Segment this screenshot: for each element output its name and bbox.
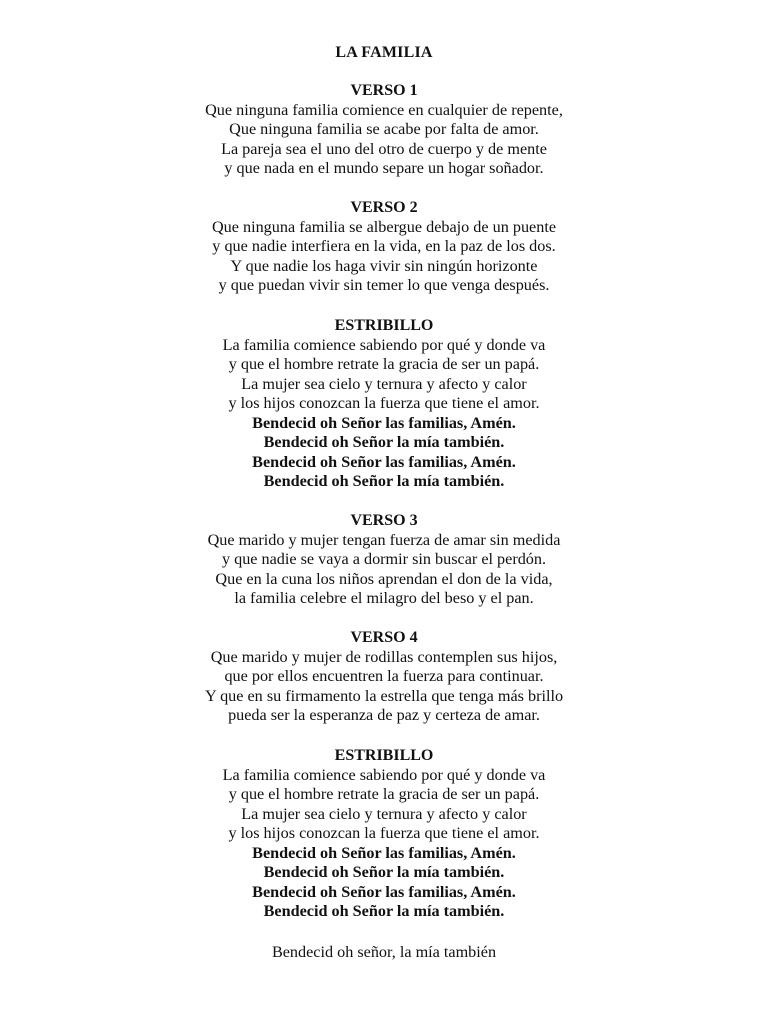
lyric-line: Que ninguna familia comience en cualquier de repente, bbox=[205, 100, 563, 119]
chorus-1 bbox=[0, 316, 768, 492]
lyric-line: Y que en su firmamento la estrella que tenga más brillo bbox=[204, 686, 564, 705]
lyric-line: y que puedan vivir sin temer lo que venga después. bbox=[218, 276, 550, 294]
chorus-2 bbox=[0, 746, 768, 922]
blessing-line: Bendecid oh Señor las familias, Amén. bbox=[252, 882, 516, 901]
chorus-2-heading: ESTRIBILLO bbox=[334, 747, 434, 764]
lyric-line: La mujer sea cielo y ternura y afecto y calor bbox=[241, 804, 527, 823]
blessing-line: Bendecid oh Señor las familias, Amén. bbox=[252, 413, 516, 432]
lyric-line: y los hijos conozcan la fuerza que tiene el amor. bbox=[228, 824, 540, 842]
blessing-line: Bendecid oh Señor la mía también. bbox=[263, 472, 505, 490]
blessing-line: Bendecid oh Señor las familias, Amén. bbox=[252, 843, 516, 862]
lyric-line: y que nadie interfiera en la vida, en la paz de los dos. bbox=[212, 237, 556, 255]
lyric-line: La mujer sea cielo y ternura y afecto y calor bbox=[241, 374, 527, 393]
lyric-line: y que el hombre retrate la gracia de ser un papá. bbox=[228, 355, 540, 373]
lyric-line: Y que nadie los haga vivir sin ningún horizonte bbox=[230, 256, 538, 275]
lyric-line: Que en la cuna los niños aprendan el don de la vida, bbox=[215, 569, 553, 588]
lyric-line: Que ninguna familia se acabe por falta de amor. bbox=[229, 120, 539, 138]
verse-2-heading: VERSO 2 bbox=[350, 199, 418, 216]
lyric-line: Que ninguna familia se albergue debajo de un puente bbox=[211, 217, 557, 236]
page-title: LA FAMILIA bbox=[335, 44, 433, 61]
verse-4 bbox=[0, 628, 768, 726]
blessing-line: Bendecid oh Señor la mía también. bbox=[263, 902, 505, 920]
verse-1-heading: VERSO 1 bbox=[350, 82, 418, 99]
blessing-line: Bendecid oh Señor la mía también. bbox=[263, 863, 505, 881]
lyric-line: y los hijos conozcan la fuerza que tiene el amor. bbox=[228, 394, 540, 412]
lyric-line: pueda ser la esperanza de paz y certeza de amar. bbox=[228, 706, 540, 724]
lyric-line: la familia celebre el milagro del beso y el pan. bbox=[234, 589, 534, 607]
verse-1 bbox=[0, 81, 768, 179]
verse-2 bbox=[0, 198, 768, 296]
lyric-line: La familia comience sabiendo por qué y donde va bbox=[222, 765, 546, 784]
lyric-line: y que nada en el mundo separe un hogar soñador. bbox=[224, 159, 544, 177]
lyric-line: y que nadie se vaya a dormir sin buscar el perdón. bbox=[221, 550, 547, 568]
closing-line: Bendecid oh señor, la mía también bbox=[271, 943, 497, 961]
lyric-line: Que marido y mujer tengan fuerza de amar sin medida bbox=[207, 530, 561, 549]
blessing-line: Bendecid oh Señor la mía también. bbox=[263, 433, 505, 451]
verse-3 bbox=[0, 511, 768, 609]
verse-4-heading: VERSO 4 bbox=[350, 629, 418, 646]
lyric-line: que por ellos encuentren la fuerza para continuar. bbox=[224, 667, 544, 685]
lyric-line: La familia comience sabiendo por qué y donde va bbox=[222, 335, 546, 354]
chorus-1-heading: ESTRIBILLO bbox=[334, 317, 434, 334]
blessing-line: Bendecid oh Señor las familias, Amén. bbox=[252, 452, 516, 471]
lyric-line: Que marido y mujer de rodillas contemplen sus hijos, bbox=[210, 647, 558, 666]
verse-3-heading: VERSO 3 bbox=[350, 512, 418, 529]
lyric-line: y que el hombre retrate la gracia de ser un papá. bbox=[228, 785, 540, 803]
lyric-line: La pareja sea el uno del otro de cuerpo y de mente bbox=[221, 139, 547, 158]
